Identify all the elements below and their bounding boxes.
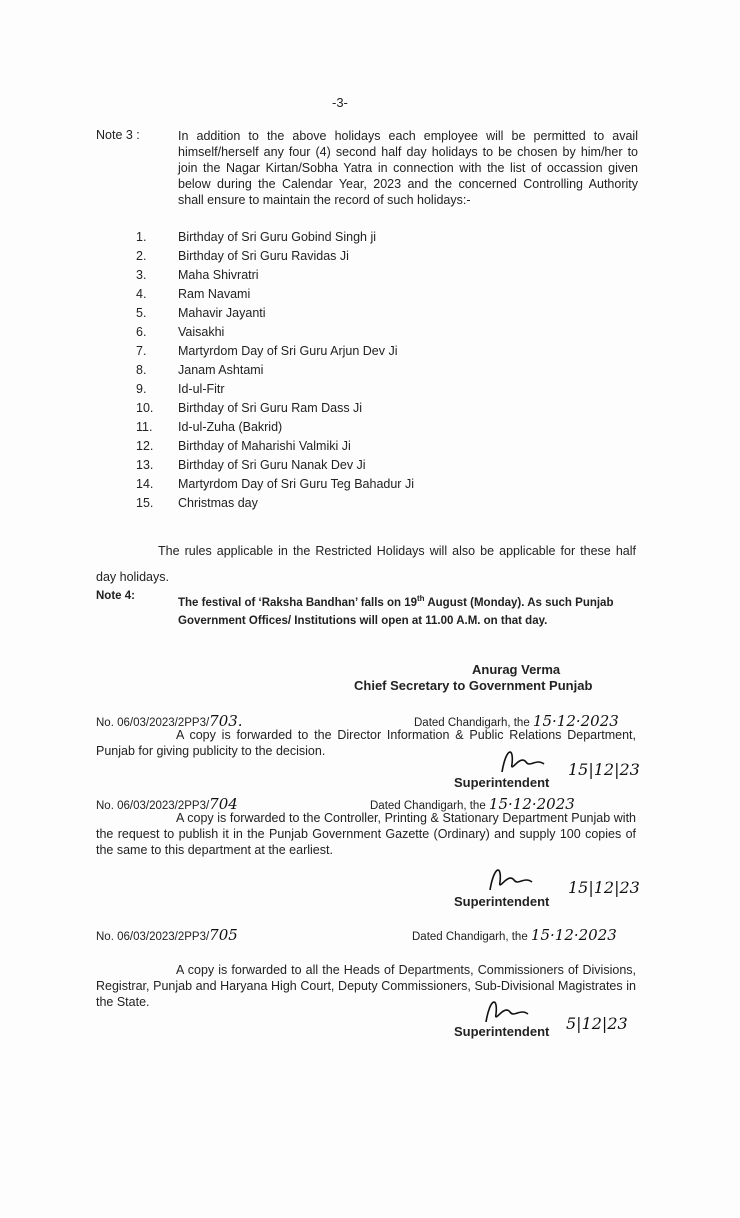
list-item [136,475,414,494]
list-item [136,418,414,437]
endorsement-text [96,810,636,858]
list-item-label: Birthday of Sri Guru Gobind Singh ji [178,230,377,244]
signature-date: 15|12|23 [568,878,640,897]
list-item-number: 3. [136,268,147,282]
list-item [136,494,414,513]
list-item-number: 2. [136,249,147,263]
list-item-label: Id-ul-Zuha (Bakrid) [178,420,283,434]
endorsement-text [96,962,636,1010]
reference-number [96,926,238,944]
superintendent-title: Superintendent [454,775,550,790]
list-item-number: 15. [136,496,154,510]
dated-prefix: Dated Chandigarh, the [412,931,528,943]
list-item-label: Janam Ashtami [178,363,264,377]
list-item-number: 14. [136,477,154,491]
dated-prefix: Dated Chandigarh, the [370,800,486,812]
dated-prefix: Dated Chandigarh, the [414,717,530,729]
signature-scribble [484,862,544,896]
list-item-label: Martyrdom Day of Sri Guru Arjun Dev Ji [178,344,398,358]
list-item-label: Birthday of Sri Guru Ravidas Ji [178,249,349,263]
list-item-label: Mahavir Jayanti [178,306,266,320]
note3-label: Note 3 : [96,128,140,142]
list-item-number: 9. [136,382,147,396]
list-item-label: Ram Navami [178,287,251,301]
list-item-label: Birthday of Sri Guru Ram Dass Ji [178,401,363,415]
list-item-number: 7. [136,344,147,358]
list-item [136,228,414,247]
reference-handwritten: 705 [209,926,238,944]
note4-text [178,590,638,630]
list-item-label: Id-ul-Fitr [178,382,225,396]
list-item [136,380,414,399]
list-item-label: Martyrdom Day of Sri Guru Teg Bahadur Ji [178,477,414,491]
list-item-number: 8. [136,363,147,377]
reference-prefix: No. 06/03/2023/2PP3/ [96,717,210,729]
list-item [136,247,414,266]
list-item-label: Christmas day [178,496,258,510]
note4-text-part: August (Monday). As such Punjab Government Offices/ Institutions will open at 11.00 A.M. on that day. [178,596,614,627]
list-item-number: 4. [136,287,147,301]
list-item-number: 13. [136,458,154,472]
date-handwritten: 15·12·2023 [530,926,617,944]
reference-prefix: No. 06/03/2023/2PP3/ [96,931,210,943]
endorsement-body: A copy is forwarded to all the Heads of Departments, Commissioners of Divisions, Registrar, Punjab and Haryana High Court, Deputy Commissioners, Sub-Divisional Magistrates in the State. [96,963,636,1009]
superintendent-title: Superintendent [454,1024,550,1039]
list-item-number: 10. [136,401,154,415]
list-item [136,361,414,380]
date-handwritten: 15·12·2023 [532,712,619,730]
list-item-number: 6. [136,325,147,339]
endorsement-body: A copy is forwarded to the Director Information & Public Relations Department, Punjab for giving publicity to the decision. [96,728,636,758]
rules-text: The rules applicable in the Restricted Holidays will also be applicable for these half day holidays. [96,544,636,584]
list-item [136,323,414,342]
holiday-list [136,228,414,513]
note4-superscript: th [417,594,425,603]
signature-scribble [496,744,556,778]
signatory-name: Anurag Verma [472,662,561,677]
note3-text: In addition to the above holidays each employee will be permitted to avail himself/herself any four (4) second half day holidays to be chosen by him/her to join the Nagar Kirtan/Sobha Yatra in connection with the list of occassion given below during the Calendar Year, 2023 and the concerned Controlling Authority shall ensure to maintain the record of such holidays:- [178,129,638,207]
list-item [136,437,414,456]
signatory-title: Chief Secretary to Government Punjab [354,678,593,693]
date-handwritten: 15·12·2023 [488,795,575,813]
list-item-number: 12. [136,439,154,453]
note4-label: Note 4: [96,590,135,602]
list-item-label: Maha Shivratri [178,268,259,282]
list-item-number: 11. [136,420,153,434]
reference-prefix: No. 06/03/2023/2PP3/ [96,800,210,812]
list-item [136,342,414,361]
list-item [136,456,414,475]
list-item [136,285,414,304]
list-item-label: Vaisakhi [178,325,225,339]
note4-text-part: The festival of ‘Raksha Bandhan’ falls on 19 [178,596,418,609]
list-item [136,266,414,285]
list-item [136,304,414,323]
reference-handwritten: 703. [209,712,243,730]
endorsement-body: A copy is forwarded to the Controller, Printing & Stationary Department Punjab with the request to publish it in the Punjab Government Gazette (Ordinary) and supply 100 copies of the same to this department at the earliest. [96,811,636,857]
list-item-label: Birthday of Sri Guru Nanak Dev Ji [178,458,366,472]
signature-scribble [480,994,540,1028]
list-item-number: 1. [136,230,147,244]
rules-paragraph [96,538,636,590]
signature-date: 5|12|23 [566,1014,628,1033]
list-item [136,399,414,418]
dated-line [412,926,617,944]
list-item-label: Birthday of Maharishi Valmiki Ji [178,439,351,453]
list-item-number: 5. [136,306,147,320]
reference-handwritten: 704 [209,795,238,813]
superintendent-title: Superintendent [454,894,550,909]
signature-date: 15|12|23 [568,760,640,779]
page-number: -3- [332,95,348,110]
